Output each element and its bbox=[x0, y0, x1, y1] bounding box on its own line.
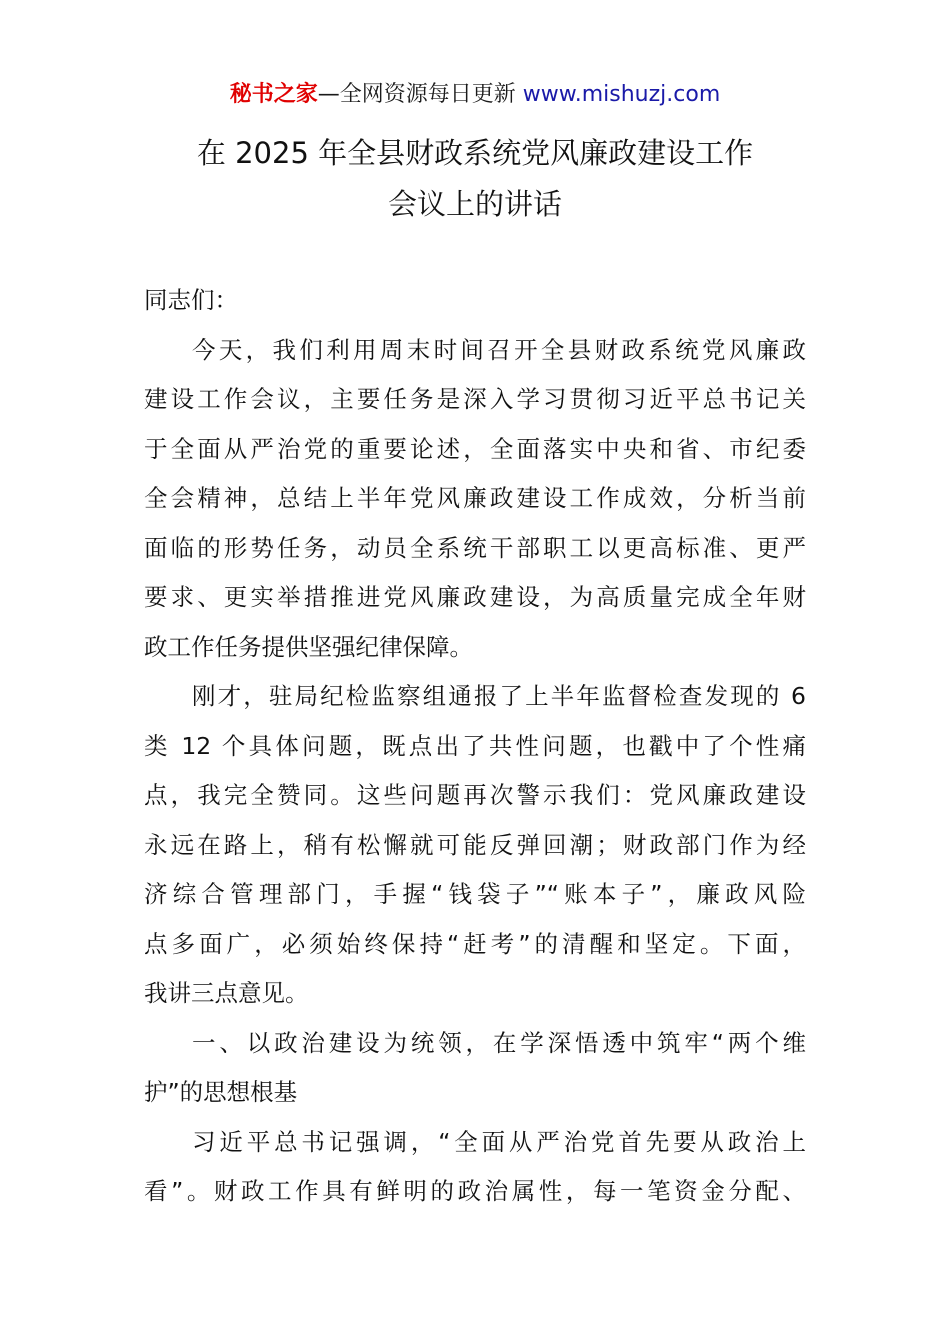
site-brand: 秘书之家 bbox=[229, 82, 318, 107]
body-line: 看”。财政工作具有鲜明的政治属性，每一笔资金分配、 bbox=[144, 1177, 806, 1205]
section-heading-line: 一、以政治建设为统领，在学深悟透中筑牢“两个维 bbox=[192, 1028, 806, 1057]
document-title bbox=[0, 128, 950, 230]
body-line: 面临的形势任务，动员全系统干部职工以更高标准、更严 bbox=[144, 533, 806, 562]
body-line: 永远在路上，稍有松懈就可能反弹回潮；财政部门作为经 bbox=[144, 830, 806, 859]
body-line: 我讲三点意见。 bbox=[144, 979, 309, 1007]
title-line-2: 会议上的讲话 bbox=[387, 187, 562, 221]
section-heading-line: 护”的思想根基 bbox=[144, 1078, 298, 1106]
body-line: 今天，我们利用周末时间召开全县财政系统党风廉政 bbox=[192, 335, 806, 364]
body-line: 济综合管理部门，手握“钱袋子”“账本子”，廉政风险 bbox=[144, 880, 806, 908]
body-line: 刚才，驻局纪检监察组通报了上半年监督检查发现的 6 bbox=[192, 682, 806, 710]
site-url[interactable]: www.mishuzj.com bbox=[522, 82, 721, 107]
body-line: 于全面从严治党的重要论述，全面落实中央和省、市纪委 bbox=[144, 434, 806, 463]
body-line: 全会精神，总结上半年党风廉政建设工作成效，分析当前 bbox=[144, 484, 806, 512]
site-header bbox=[0, 80, 950, 110]
body-line: 建设工作会议，主要任务是深入学习贯彻习近平总书记关 bbox=[144, 385, 806, 413]
body-line: 点，我完全赞同。这些问题再次警示我们：党风廉政建设 bbox=[144, 781, 806, 809]
body-line: 类 12 个具体问题，既点出了共性问题，也戳中了个性痛 bbox=[144, 731, 806, 760]
body-line: 要求、更实举措推进党风廉政建设，为高质量完成全年财 bbox=[144, 583, 806, 611]
body-line: 政工作任务提供坚强纪律保障。 bbox=[144, 632, 473, 661]
body-line: 点多面广，必须始终保持“赶考”的清醒和坚定。下面， bbox=[144, 929, 806, 958]
title-line-1: 在 2025 年全县财政系统党风廉政建设工作 bbox=[196, 136, 754, 170]
body-line: 习近平总书记强调，“全面从严治党首先要从政治上 bbox=[192, 1127, 806, 1156]
document-body bbox=[144, 276, 806, 1217]
salutation: 同志们： bbox=[144, 286, 238, 314]
site-tagline: —全网资源每日更新 bbox=[317, 82, 523, 107]
